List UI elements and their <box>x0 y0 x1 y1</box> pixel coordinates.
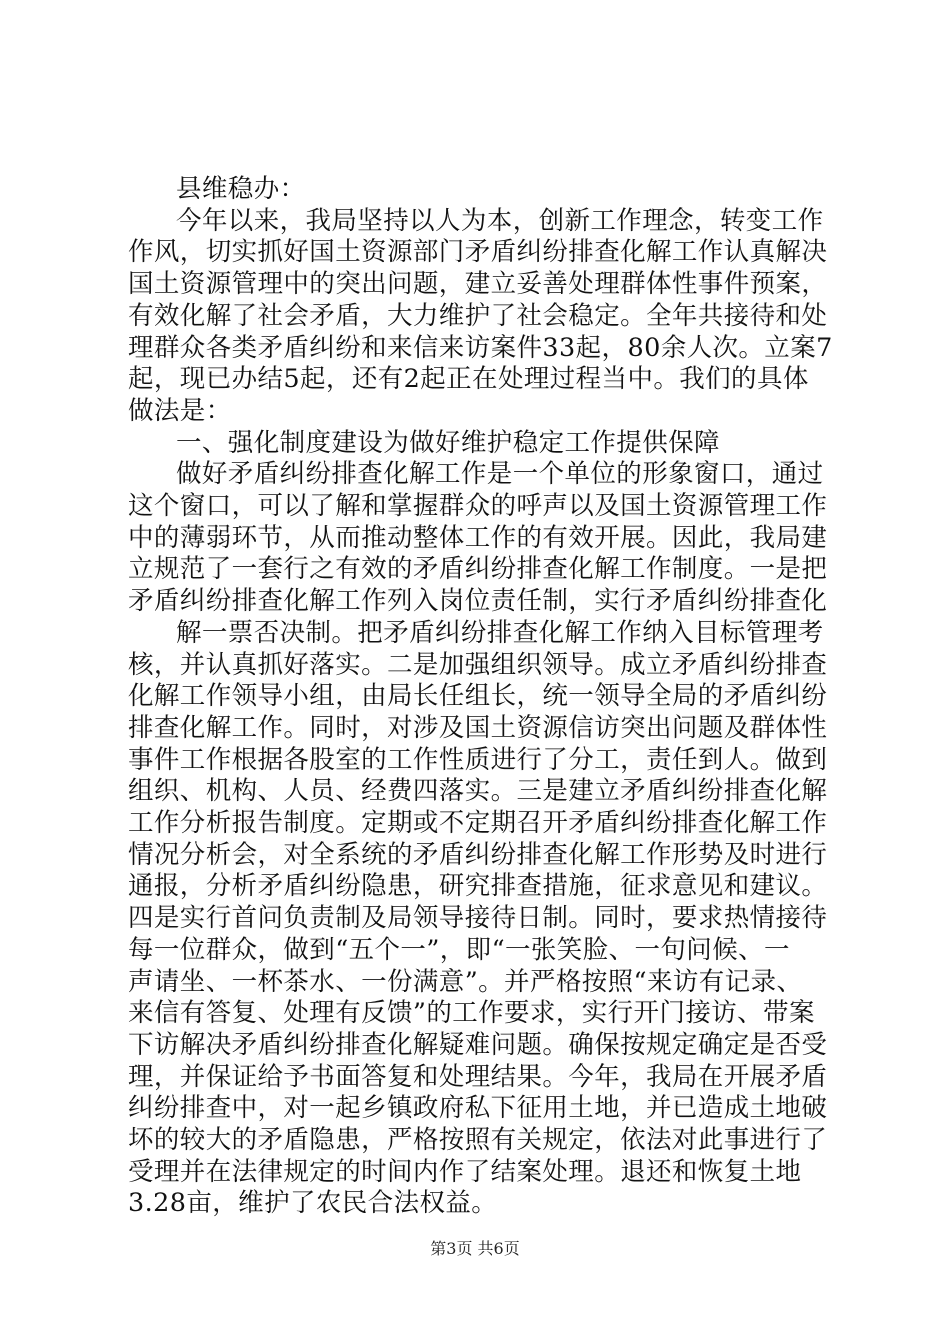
paragraph-line: 下访解决矛盾纠纷排查化解疑难问题。确保按规定确定是否受 <box>128 1029 828 1060</box>
paragraph-line: 3.28亩，维护了农民合法权益。 <box>128 1188 498 1219</box>
paragraph-line: 来信有答复、处理有反馈”的工作要求，实行开门接访、带案 <box>128 998 815 1029</box>
paragraph-line: 中的薄弱环节，从而推动整体工作的有效开展。因此，我局建 <box>128 522 828 553</box>
salutation-line: 县维稳办： <box>176 174 306 204</box>
page-number-footer: 第3页 共6页 <box>430 1239 520 1258</box>
paragraph-line: 起，现已办结5起，还有2起正在处理过程当中。我们的具体 <box>128 364 809 395</box>
paragraph-line: 受理并在法律规定的时间内作了结案处理。退还和恢复土地 <box>128 1156 802 1187</box>
paragraph-line: 国土资源管理中的突出问题，建立妥善处理群体性事件预案， <box>128 269 828 300</box>
paragraph-line: 做好矛盾纠纷排查化解工作是一个单位的形象窗口，通过 <box>176 459 824 490</box>
paragraph-line: 矛盾纠纷排查化解工作列入岗位责任制，实行矛盾纠纷排查化 <box>128 586 828 617</box>
paragraph-line: 有效化解了社会矛盾，大力维护了社会稳定。全年共接待和处 <box>128 300 828 331</box>
paragraph-line: 理群众各类矛盾纠纷和来信来访案件33起，80余人次。立案7 <box>128 332 833 363</box>
paragraph-line: 每一位群众，做到“五个一”，即“一张笑脸、一句问候、一 <box>128 934 790 965</box>
paragraph-line: 作风，切实抓好国土资源部门矛盾纠纷排查化解工作认真解决 <box>128 237 828 268</box>
paragraph-line: 做法是： <box>128 395 232 426</box>
paragraph-line: 事件工作根据各股室的工作性质进行了分工，责任到人。做到 <box>128 744 828 775</box>
paragraph-line: 组织、机构、人员、经费四落实。三是建立矛盾纠纷排查化解 <box>128 776 828 807</box>
paragraph-line: 化解工作领导小组，由局长任组长，统一领导全局的矛盾纠纷 <box>128 681 828 712</box>
section-heading: 一、强化制度建设为做好维护稳定工作提供保障 <box>176 427 720 458</box>
paragraph-line: 理，并保证给予书面答复和处理结果。今年，我局在开展矛盾 <box>128 1061 828 1092</box>
paragraph-line: 这个窗口，可以了解和掌握群众的呼声以及国土资源管理工作 <box>128 491 828 521</box>
paragraph-line: 通报，分析矛盾纠纷隐患，研究排查措施，征求意见和建议。 <box>128 871 828 902</box>
paragraph-line: 声请坐、一杯茶水、一份满意”。并严格按照“来访有记录、 <box>128 966 803 997</box>
paragraph-line: 今年以来，我局坚持以人为本，创新工作理念，转变工作 <box>176 205 824 236</box>
paragraph-line: 解一票否决制。把矛盾纠纷排查化解工作纳入目标管理考 <box>176 617 824 648</box>
paragraph-line: 核，并认真抓好落实。二是加强组织领导。成立矛盾纠纷排查 <box>128 649 828 680</box>
paragraph-line: 排查化解工作。同时，对涉及国土资源信访突出问题及群体性 <box>128 712 828 743</box>
paragraph-line: 情况分析会，对全系统的矛盾纠纷排查化解工作形势及时进行 <box>128 839 828 870</box>
paragraph-line: 四是实行首问负责制及局领导接待日制。同时，要求热情接待 <box>128 903 828 934</box>
paragraph-line: 坏的较大的矛盾隐患，严格按照有关规定，依法对此事进行了 <box>128 1125 828 1155</box>
paragraph-line: 立规范了一套行之有效的矛盾纠纷排查化解工作制度。一是把 <box>128 554 828 585</box>
paragraph-line: 纠纷排查中，对一起乡镇政府私下征用土地，并已造成土地破 <box>128 1093 828 1124</box>
paragraph-line: 工作分析报告制度。定期或不定期召开矛盾纠纷排查化解工作 <box>128 808 828 838</box>
